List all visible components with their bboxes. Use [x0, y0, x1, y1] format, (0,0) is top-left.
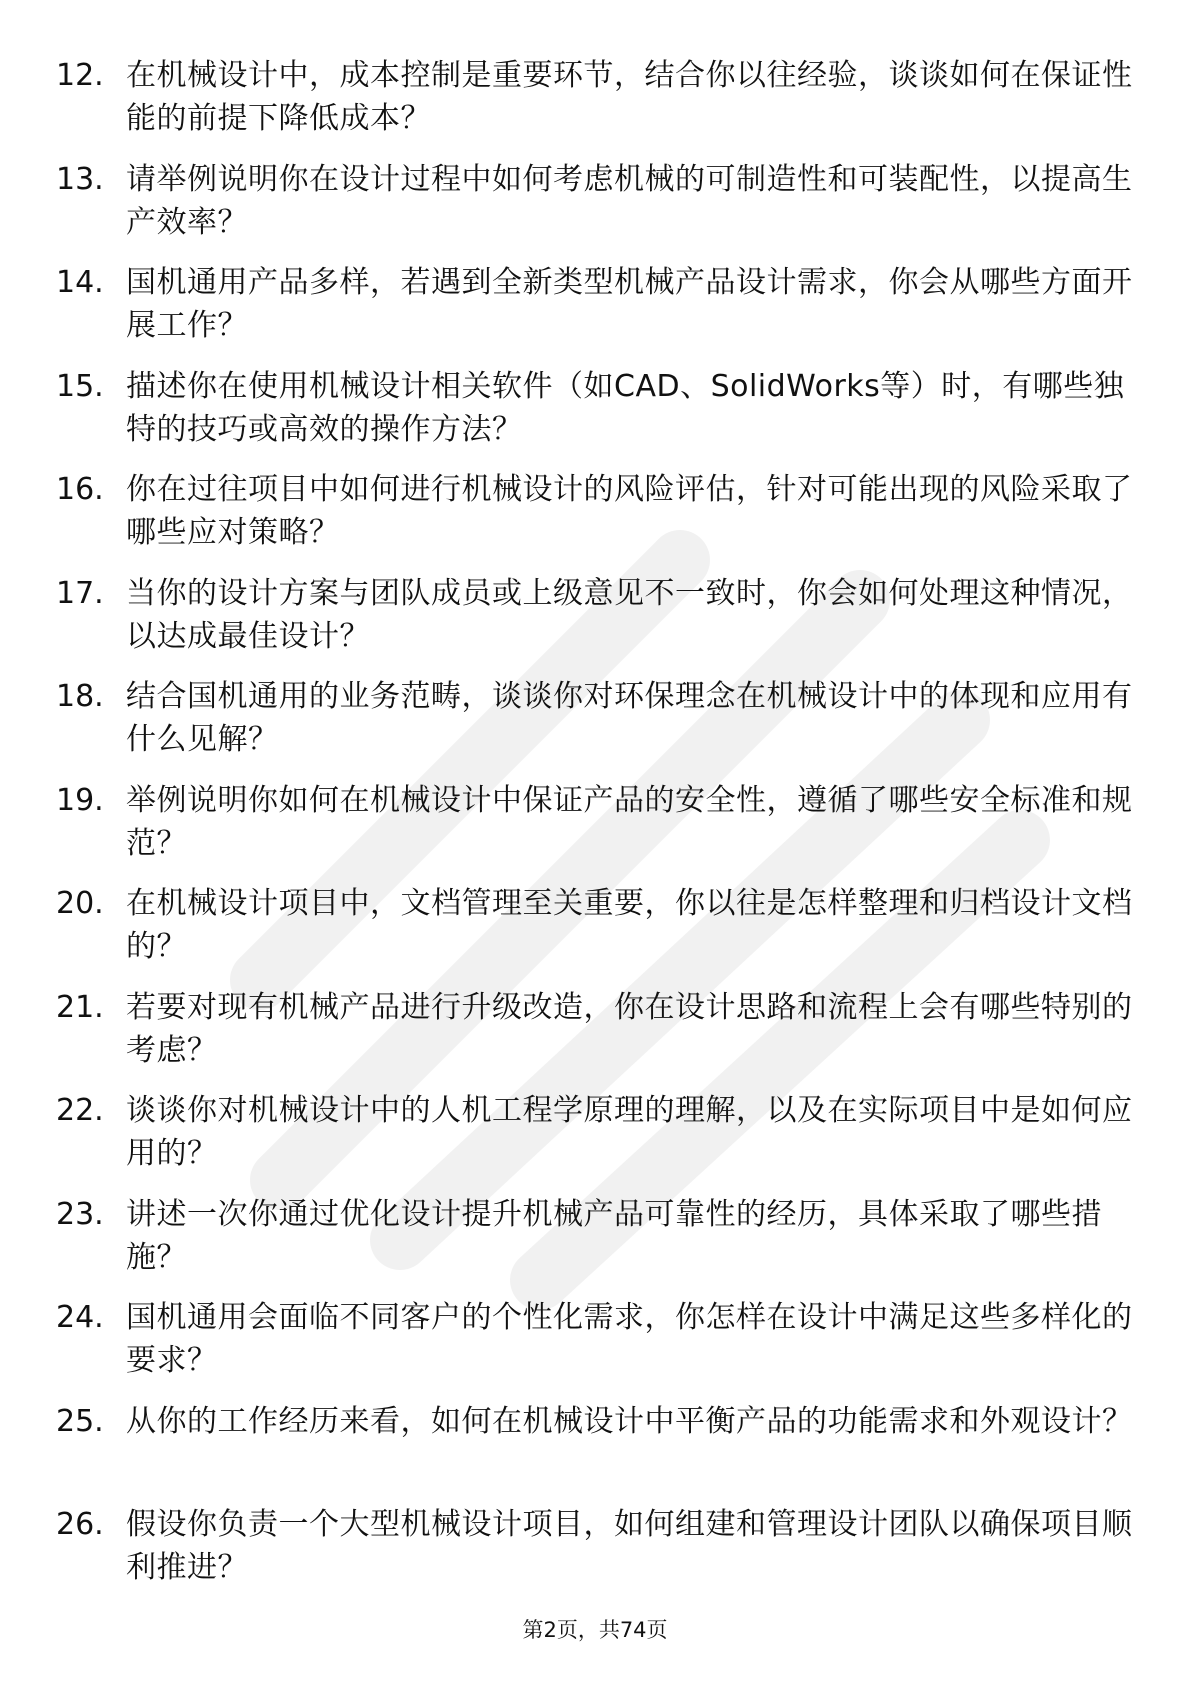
question-list — [56, 54, 1136, 1607]
question-text: 国机通用产品多样，若遇到全新类型机械产品设计需求，你会从哪些方面开展工作？ — [126, 265, 1133, 343]
question-item — [56, 779, 1136, 883]
question-number: 13. — [56, 161, 104, 197]
page-footer: 第2页，共74页 — [522, 1618, 668, 1642]
question-text: 假设你负责一个大型机械设计项目，如何组建和管理设计团队以确保项目顺利推进？ — [126, 1507, 1133, 1585]
question-item — [56, 675, 1136, 779]
question-text: 结合国机通用的业务范畴，谈谈你对环保理念在机械设计中的体现和应用有什么见解？ — [126, 679, 1133, 757]
question-item — [56, 882, 1136, 986]
question-text: 若要对现有机械产品进行升级改造，你在设计思路和流程上会有哪些特别的考虑？ — [126, 989, 1133, 1068]
question-text: 当你的设计方案与团队成员或上级意见不一致时，你会如何处理这种情况，以达成最佳设计？ — [126, 575, 1133, 654]
question-item — [56, 158, 1136, 262]
question-item — [56, 1296, 1136, 1400]
question-number: 20. — [56, 886, 104, 921]
question-text: 在机械设计项目中，文档管理至关重要，你以往是怎样整理和归档设计文档的？ — [126, 886, 1133, 964]
question-number: 17. — [56, 575, 104, 611]
question-item — [56, 986, 1136, 1090]
question-text: 在机械设计中，成本控制是重要环节，结合你以往经验，谈谈如何在保证性能的前提下降低成本？ — [126, 58, 1133, 136]
question-item — [56, 1503, 1136, 1607]
question-item — [56, 1089, 1136, 1193]
question-text: 你在过往项目中如何进行机械设计的风险评估，针对可能出现的风险采取了哪些应对策略？ — [126, 472, 1133, 550]
question-item — [56, 365, 1136, 469]
question-number: 21. — [56, 989, 104, 1025]
question-number: 19. — [56, 782, 104, 818]
question-number: 24. — [56, 1300, 104, 1335]
question-item — [56, 1400, 1136, 1504]
question-item — [56, 261, 1136, 365]
question-number: 23. — [56, 1196, 104, 1232]
question-text: 举例说明你如何在机械设计中保证产品的安全性，遵循了哪些安全标准和规范？ — [126, 782, 1133, 861]
question-number: 12. — [56, 58, 104, 93]
question-item — [56, 572, 1136, 676]
question-number: 14. — [56, 265, 104, 300]
question-text: 描述你在使用机械设计相关软件（如CAD、SolidWorks等）时，有哪些独特的技巧或高效的操作方法？ — [126, 368, 1125, 447]
question-text: 讲述一次你通过优化设计提升机械产品可靠性的经历，具体采取了哪些措施？ — [126, 1196, 1102, 1275]
question-number: 22. — [56, 1093, 104, 1128]
question-text: 国机通用会面临不同客户的个性化需求，你怎样在设计中满足这些多样化的要求？ — [126, 1300, 1133, 1378]
question-item — [56, 54, 1136, 158]
question-text: 请举例说明你在设计过程中如何考虑机械的可制造性和可装配性，以提高生产效率？ — [126, 161, 1133, 240]
question-number: 26. — [56, 1507, 104, 1542]
question-text: 从你的工作经历来看，如何在机械设计中平衡产品的功能需求和外观设计？ — [126, 1403, 1133, 1439]
question-item — [56, 1193, 1136, 1297]
question-text: 谈谈你对机械设计中的人机工程学原理的理解，以及在实际项目中是如何应用的？ — [126, 1093, 1133, 1171]
question-number: 25. — [56, 1403, 104, 1439]
question-number: 15. — [56, 368, 104, 404]
question-number: 18. — [56, 679, 104, 714]
question-item — [56, 468, 1136, 572]
question-number: 16. — [56, 472, 104, 507]
